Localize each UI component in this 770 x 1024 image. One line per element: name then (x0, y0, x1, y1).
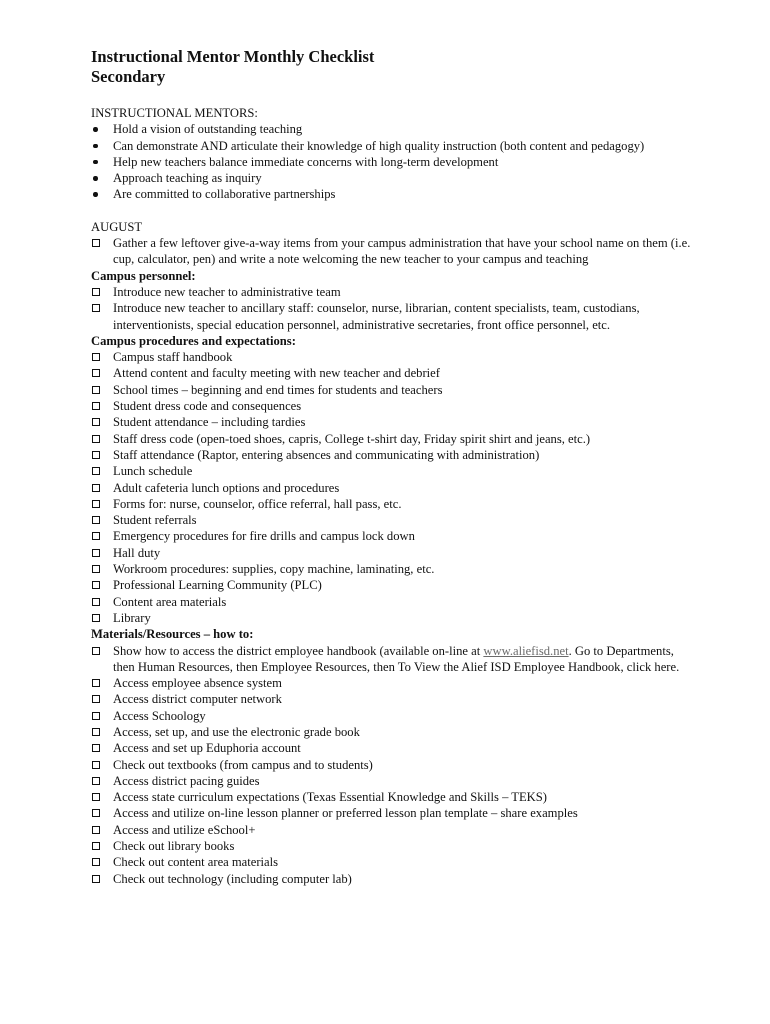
bullet-item (91, 138, 691, 154)
checklist-item-text: Student referrals (113, 513, 197, 528)
checklist-item (91, 822, 691, 838)
checklist-item-text: Student attendance – including tardies (113, 415, 306, 430)
checklist-item (91, 382, 691, 398)
checklist-item-text: School times – beginning and end times for students and teachers (113, 382, 443, 397)
campus-procedures-heading: Campus procedures and expectations: (91, 333, 296, 348)
checklist-item (91, 447, 691, 463)
checklist-item-text: Access and utilize eSchool+ (113, 822, 256, 837)
checkbox-icon[interactable] (92, 614, 100, 622)
checkbox-icon[interactable] (92, 875, 100, 883)
checklist-item (91, 675, 691, 691)
checklist-item (91, 643, 691, 676)
checklist-item (91, 512, 691, 528)
bullet-item (91, 170, 691, 186)
checklist-item-text: Access employee absence system (113, 676, 282, 691)
checkbox-icon[interactable] (92, 858, 100, 866)
checklist-item (91, 431, 691, 447)
checkbox-icon[interactable] (92, 549, 100, 557)
checklist-item-text: Staff dress code (open-toed shoes, capris, College t-shirt day, Friday spirit shirt and jeans, etc.) (113, 431, 591, 446)
checkbox-icon[interactable] (92, 532, 100, 540)
document-subtitle: Secondary (91, 67, 166, 86)
checkbox-icon[interactable] (92, 793, 100, 801)
checklist-item (91, 480, 691, 496)
checklist-item-text: Access and utilize on-line lesson planner or preferred lesson plan template – share examples (113, 806, 578, 821)
checklist-item (91, 545, 691, 561)
checkbox-icon[interactable] (92, 500, 100, 508)
bullet-item-text: Are committed to collaborative partnerships (113, 187, 336, 202)
checklist-item-text: Check out textbooks (from campus and to students) (113, 757, 373, 772)
checklist-item (91, 838, 691, 854)
checklist-item (91, 757, 691, 773)
mentors-list (91, 121, 691, 202)
checkbox-icon[interactable] (92, 402, 100, 410)
bullet-icon (93, 176, 98, 181)
checklist-item (91, 773, 691, 789)
campus-personnel-heading: Campus personnel: (91, 268, 196, 283)
checklist-item (91, 463, 691, 479)
bullet-item-text: Approach teaching as inquiry (113, 171, 262, 186)
checklist-item-text: Show how to access the district employee handbook (available on-line at (113, 643, 484, 658)
bullet-item (91, 154, 691, 170)
bullet-icon (93, 127, 98, 132)
checklist-item-text: Introduce new teacher to administrative team (113, 284, 341, 299)
checklist-item-text: Student dress code and consequences (113, 399, 302, 414)
checkbox-icon[interactable] (92, 695, 100, 703)
checklist-item-text: Emergency procedures for fire drills and campus lock down (113, 529, 415, 544)
checklist-item (91, 871, 691, 887)
bullet-item-text: Help new teachers balance immediate concerns with long-term development (113, 154, 499, 169)
checklist-item-text: Access and set up Eduphoria account (113, 741, 301, 756)
checklist-item-text: Staff attendance (Raptor, entering absences and communicating with administration) (113, 447, 540, 462)
checklist-item-text: Forms for: nurse, counselor, office referral, hall pass, etc. (113, 496, 402, 511)
checkbox-icon[interactable] (92, 842, 100, 850)
checklist-item-text: Access state curriculum expectations (Texas Essential Knowledge and Skills – TEKS) (113, 790, 547, 805)
materials-checklist (91, 643, 691, 887)
checklist-item (91, 594, 691, 610)
checklist-item-text: Professional Learning Community (PLC) (113, 578, 322, 593)
checkbox-icon[interactable] (92, 712, 100, 720)
checklist-item-text: . Go to Departments, then Human Resources, then Employee Resources, then To View the Alief ISD Employee Handbook, click here. (113, 643, 680, 674)
checklist-item (91, 789, 691, 805)
checklist-item-text: Access, set up, and use the electronic grade book (113, 724, 360, 739)
checkbox-icon[interactable] (92, 777, 100, 785)
august-checklist (91, 235, 691, 268)
checkbox-icon[interactable] (92, 598, 100, 606)
checkbox-icon[interactable] (92, 451, 100, 459)
checklist-item (91, 561, 691, 577)
checklist-item (91, 300, 691, 333)
checklist-item-text: Lunch schedule (113, 464, 193, 479)
checkbox-icon[interactable] (92, 369, 100, 377)
month-label: AUGUST (91, 219, 143, 234)
checklist-item (91, 235, 691, 268)
checkbox-icon[interactable] (92, 418, 100, 426)
checklist-item (91, 365, 691, 381)
checklist-item-text: Access district computer network (113, 692, 282, 707)
checkbox-icon[interactable] (92, 304, 100, 312)
checklist-item (91, 349, 691, 365)
checklist-item (91, 691, 691, 707)
bullet-icon (93, 160, 98, 165)
checklist-item (91, 528, 691, 544)
campus-personnel-checklist (91, 284, 691, 333)
checklist-item (91, 398, 691, 414)
checklist-item-text: Check out content area materials (113, 855, 279, 870)
checkbox-icon[interactable] (92, 679, 100, 687)
checklist-item (91, 740, 691, 756)
checkbox-icon[interactable] (92, 809, 100, 817)
checklist-item (91, 496, 691, 512)
checkbox-icon[interactable] (92, 353, 100, 361)
checklist-item (91, 414, 691, 430)
document-title: Instructional Mentor Monthly Checklist (91, 47, 375, 66)
bullet-item-text: Can demonstrate AND articulate their knowledge of high quality instruction (both content and pedagogy) (113, 138, 645, 153)
checklist-item-text: Hall duty (113, 545, 161, 560)
checklist-item-text: Library (113, 610, 151, 625)
bullet-icon (93, 144, 98, 149)
checklist-item (91, 708, 691, 724)
checklist-item (91, 284, 691, 300)
checklist-item (91, 854, 691, 870)
checkbox-icon[interactable] (92, 484, 100, 492)
checkbox-icon[interactable] (92, 467, 100, 475)
checklist-item (91, 724, 691, 740)
checkbox-icon[interactable] (92, 288, 100, 296)
checkbox-icon[interactable] (92, 435, 100, 443)
campus-procedures-checklist (91, 349, 691, 626)
checklist-item-text: Content area materials (113, 594, 227, 609)
checkbox-icon[interactable] (92, 386, 100, 394)
checklist-item-text: Introduce new teacher to ancillary staff: counselor, nurse, librarian, content specialists, team, custodians, interventionists, special education personnel, administrative secretaries, front office personnel, etc. (113, 301, 640, 332)
checklist-item (91, 805, 691, 821)
checkbox-icon[interactable] (92, 826, 100, 834)
bullet-icon (93, 192, 98, 197)
checkbox-icon[interactable] (92, 728, 100, 736)
checklist-item-text: Check out technology (including computer lab) (113, 871, 352, 886)
mentors-label: INSTRUCTIONAL MENTORS: (91, 106, 258, 120)
checklist-item-text: Attend content and faculty meeting with new teacher and debrief (113, 366, 440, 381)
bullet-item-text: Hold a vision of outstanding teaching (113, 122, 303, 137)
checkbox-icon[interactable] (92, 744, 100, 752)
checkbox-icon[interactable] (92, 581, 100, 589)
checkbox-icon[interactable] (92, 239, 100, 247)
checklist-item (91, 577, 691, 593)
checklist-item-text: Adult cafeteria lunch options and procedures (113, 480, 340, 495)
checklist-item (91, 610, 691, 626)
bullet-item (91, 186, 691, 202)
checklist-item-text: Gather a few leftover give-a-way items from your campus administration that have your school name on them (i.e. cup, calculator, pen) and write a note welcoming the new teacher to your campus and teaching (113, 236, 691, 267)
checkbox-icon[interactable] (92, 516, 100, 524)
checklist-item-text: Check out library books (113, 839, 235, 854)
checklist-item-text: Access district pacing guides (113, 773, 260, 788)
checkbox-icon[interactable] (92, 647, 100, 655)
materials-heading: Materials/Resources – how to: (91, 627, 254, 642)
checkbox-icon[interactable] (92, 565, 100, 573)
checklist-item-text: Campus staff handbook (113, 350, 233, 365)
checkbox-icon[interactable] (92, 761, 100, 769)
checklist-item-text: Access Schoology (113, 708, 206, 723)
bullet-item (91, 121, 691, 137)
checklist-item-text: Workroom procedures: supplies, copy machine, laminating, etc. (113, 562, 435, 577)
aliefisd-link[interactable]: www.aliefisd.net (483, 643, 569, 658)
document-page (91, 47, 691, 887)
